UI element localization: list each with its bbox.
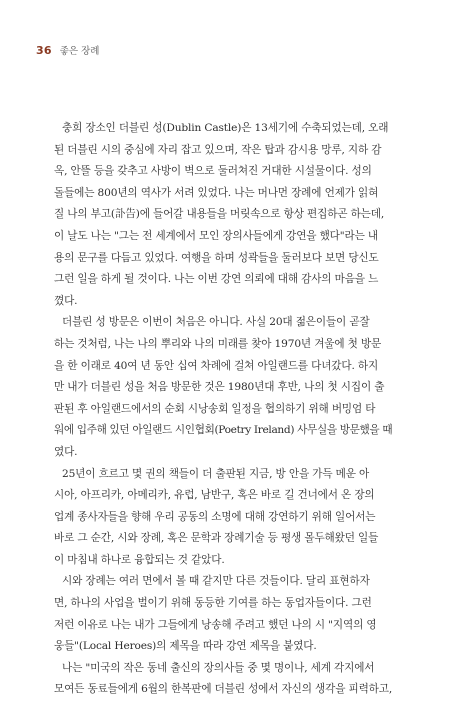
- text-line: 돌들에는 800년의 역사가 서려 있었다. 나는 머나먼 장례에 언제가 읽혀: [54, 186, 379, 199]
- text-line: 이 마침내 하나로 융합되는 것 같았다.: [54, 553, 225, 566]
- text-line: 된 더블린 시의 중심에 자리 잡고 있으며, 작은 탑과 감시용 망루, 지하 감: [54, 143, 382, 156]
- text-line: 그런 일을 하게 될 것이다. 나는 이번 강연 의뢰에 대해 감사의 마음을 느: [54, 273, 379, 286]
- text-line: 시와 장례는 여러 면에서 볼 때 같지만 다른 것들이다. 달리 표현하자: [62, 575, 370, 588]
- text-line: 업계 종사자들을 향해 우리 공동의 소명에 대해 강연하기 위해 일어서는: [54, 510, 376, 523]
- text-line: 옥, 안뜰 등을 갖추고 사방이 벽으로 둘러쳐진 거대한 시설물이다. 성의: [54, 165, 372, 178]
- text-line: 꼈다.: [54, 294, 78, 307]
- text-line: 만 내가 더블린 성을 처음 방문한 것은 1980년대 후반, 나의 첫 시집이 출: [54, 381, 385, 394]
- paragraph: [54, 464, 392, 572]
- paragraph: [54, 658, 392, 701]
- text-line: 저런 이유로 나는 내가 그들에게 낭송해 주려고 했던 나의 시 "지역의 영: [54, 618, 377, 631]
- text-line: 을 한 이래로 40여 년 동안 십여 차례에 걸쳐 아일랜드를 다녀갔다. 하지: [54, 359, 379, 372]
- text-line: 웅들"(Local Heroes)의 제목을 따라 강연 제목을 붙였다.: [54, 640, 317, 653]
- paragraph: [54, 118, 392, 312]
- text-line: 질 나의 부고(訃告)에 들어갈 내용들을 머릿속으로 항상 편집하곤 하는데,: [54, 208, 385, 221]
- text-line: 면, 하나의 사업을 벌이기 위해 동등한 기여를 하는 동업자들이다. 그런: [54, 597, 372, 610]
- text-line: 더블린 성 방문은 이번이 처음은 아니다. 사실 20대 젊은이들이 곧잘: [62, 316, 370, 329]
- body-text: [54, 118, 392, 701]
- text-line: 이 날도 나는 "그는 전 세계에서 모인 장의사들에게 강연을 했다"라는 내: [54, 229, 378, 242]
- text-line: 판된 후 아일랜드에서의 순회 시낭송회 일정을 협의하기 위해 버밍엄 타: [54, 402, 376, 415]
- text-line: 용의 문구를 다듬고 있었다. 여행을 하며 성곽들을 둘러보다 보면 당신도: [54, 251, 379, 264]
- text-line: 바로 그 순간, 시와 장례, 혹은 문학과 장례기술 등 평생 몰두해왔던 일들: [54, 532, 379, 545]
- running-title: 좋은 장례: [59, 46, 100, 57]
- paragraph: [54, 571, 392, 657]
- text-line: 시아, 아프리카, 아메리카, 유럽, 남반구, 혹은 바로 길 건너에서 온 장의: [54, 489, 375, 502]
- running-header: [36, 43, 99, 57]
- text-line: 하는 것처럼, 나는 나의 뿌리와 나의 미래를 찾아 1970년 겨울에 첫 방문: [54, 337, 382, 350]
- text-line: 였다.: [54, 445, 78, 458]
- text-line: 워에 입주해 있던 아일랜드 시인협회(Poetry Ireland) 사무실을 방문했을 때: [54, 424, 393, 437]
- page-number: 36: [36, 44, 52, 57]
- text-line: 충희 장소인 더블린 성(Dublin Castle)은 13세기에 수축되었는데, 오래: [62, 122, 389, 134]
- text-line: 나는 "미국의 작은 동네 출신의 장의사들 중 몇 명이나, 세계 각지에서: [62, 661, 375, 674]
- paragraph: [54, 312, 392, 463]
- text-line: 모여든 동료들에게 6월의 한복판에 더블린 성에서 자신의 생각을 피력하고,: [54, 683, 393, 696]
- text-line: 25년이 흐르고 몇 권의 책들이 더 출판된 지금, 방 안을 가득 메운 아: [62, 467, 370, 480]
